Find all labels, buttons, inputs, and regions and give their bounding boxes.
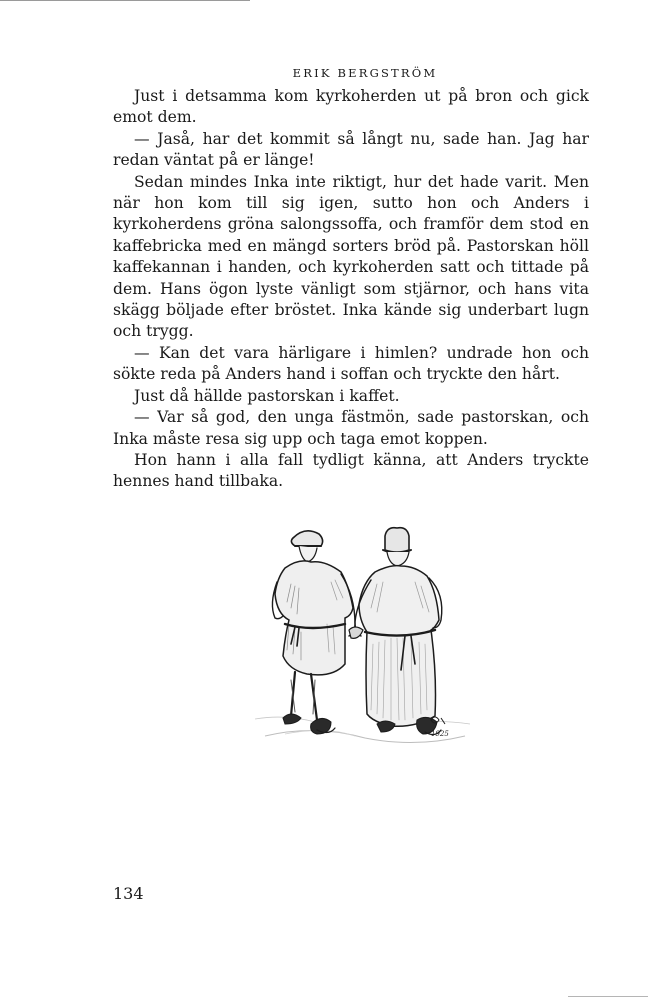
paragraph: Hon hann i alla fall tydligt känna, att Anders tryckte hennes hand tillbaka. [113,450,589,491]
paragraph: — Var så god, den unga fästmön, sade pastorskan, och Inka måste resa sig upp och taga emot koppen. [113,408,589,448]
paragraph: — Jaså, har det kommit så långt nu, sade han. Jag har redan väntat på er länge! [113,129,589,170]
scan-edge-line-top [0,0,250,1]
page-number: 134 [113,884,144,903]
couple-walking-illustration-icon [255,524,475,754]
paragraph: Sedan mindes Inka inte riktigt, hur det hade varit. Men när hon kom till sig igen, sutto hon och Anders i kyrkoherdens gröna salongssoffa, och framför dem stod en kaffebricka med en mängd sorters bröd på. Pastorskan höll kaffekannan i handen, och kyrkoherden satt och tittade på dem. Hans ögon lyste vänligt som stjärnor, och hans vita skägg böljade efter bröstet. Inka kände sig underbart lugn och trygg. [113,172,589,341]
woman-figure [349,528,442,735]
book-page [113,66,589,493]
paragraph: Just då hällde pastorskan i kaffet. [134,386,400,405]
running-head: ERIK BERGSTRÖM [292,66,438,80]
paragraph: Just i detsamma kom kyrkoherden ut på bron och gick emot dem. [113,87,589,127]
illustration-signature: 1925 [431,730,449,738]
paragraph: — Kan det vara härligare i himlen? undrade hon och sökte reda på Anders hand i soffan och tryckte den hårt. [113,343,589,384]
man-figure [272,531,355,734]
scan-edge-line-bottom [568,996,648,997]
